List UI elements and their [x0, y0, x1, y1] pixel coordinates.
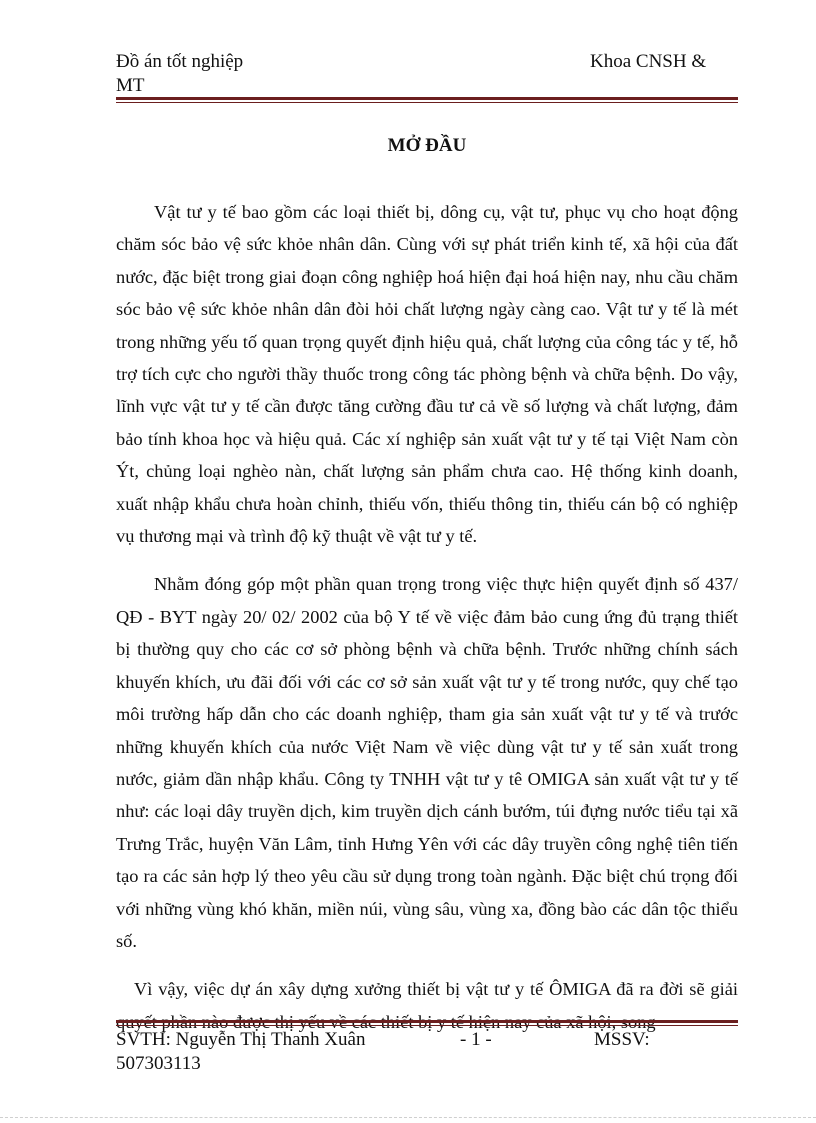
- footer-mssv-label: MSSV:: [594, 1029, 650, 1050]
- page-edge-divider: [0, 1117, 816, 1118]
- footer-mssv-number: 507303113: [116, 1053, 201, 1074]
- footer-divider: [116, 1020, 738, 1026]
- paragraph-1: Vật tư y tế bao gồm các loại thiết bị, dông cụ, vật tư, phục vụ cho hoạt động chăm sóc bảo vệ sức khỏe nhân dân. Cùng với sự phát triển kinh tế, xã hội của đất nước, đặc biệt trong giai đoạn công nghiệp hoá hiện đại hoá hiện nay, nhu cầu chăm sóc bảo vệ sức khỏe nhân dân đòi hỏi chất lượng ngày càng cao. Vật tư y tế là mét trong những yếu tố quan trọng quyết định hiệu quả, chất lượng của công tác y tế, hỗ trợ tích cực cho người thầy thuốc trong công tác phòng bệnh và chữa bệnh. Do vậy, lĩnh vực vật tư y tế cần được tăng cường đầu tư cả về số lượng và chất lượng, đảm bảo tính khoa học và hiệu quả. Các xí nghiệp sản xuất vật tư y tế tại Việt Nam còn Ýt, chủng loại nghèo nàn, chất lượng sản phẩm chưa cao. Hệ thống kinh doanh, xuất nhập khẩu chưa hoàn chỉnh, thiếu vốn, thiếu thông tin, thiếu cán bộ có nghiệp vụ thương mại và trình độ kỹ thuật về vật tư y tế.: [116, 202, 738, 547]
- footer-student-name: SVTH: Nguyễn Thị Thanh Xuân: [116, 1029, 366, 1050]
- paragraph-3: Vì vậy, việc dự án xây dựng xưởng thiết bị vật tư y tế ÔMIGA đã ra đời sẽ giải: [134, 979, 738, 1000]
- header-faculty-continuation: MT: [116, 75, 145, 96]
- header-thesis-label: Đồ án tốt nghiệp: [116, 51, 244, 72]
- header-faculty-label: Khoa CNSH &: [590, 51, 707, 72]
- page-footer: [116, 1028, 738, 1078]
- footer-page-number: - 1 -: [460, 1029, 492, 1050]
- paragraph-2: Nhằm đóng góp một phần quan trọng trong việc thực hiện quyết định số 437/ QĐ - BYT ngày 20/ 02/ 2002 của bộ Y tế về việc đảm bảo cung ứng đủ trạng thiết bị thường quy cho các cơ sở phòng bệnh và chữa bệnh. Trước những chính sách khuyến khích, ưu đãi đối với các cơ sở sản xuất vật tư y tế trong nước, quy chế tạo môi trường hấp dẫn cho các doanh nghiệp, tham gia sản xuất vật tư y tế và trước những khuyến khích của nước Việt Nam về việc dùng vật tư y tế sản xuất trong nước, giảm dần nhập khẩu. Công ty TNHH vật tư y tê OMIGA sản xuất vật tư y tế như: các loại dây truyền dịch, kim truyền dịch cánh bướm, túi đựng nước tiểu tại xã Trưng Trắc, huyện Văn Lâm, tỉnh Hưng Yên với các dây truyền công nghệ tiên tiến tạo ra các sản hợp lý theo yêu cầu sử dụng trong toàn ngành. Đặc biệt chú trọng đối với những vùng khó khăn, miền núi, vùng sâu, vùng xa, đồng bào các dân tộc thiểu số.: [116, 574, 738, 951]
- page-header: [116, 50, 738, 100]
- header-divider: [116, 97, 738, 103]
- document-body: [116, 196, 738, 1038]
- page-title: MỞ ĐẦU: [387, 135, 467, 156]
